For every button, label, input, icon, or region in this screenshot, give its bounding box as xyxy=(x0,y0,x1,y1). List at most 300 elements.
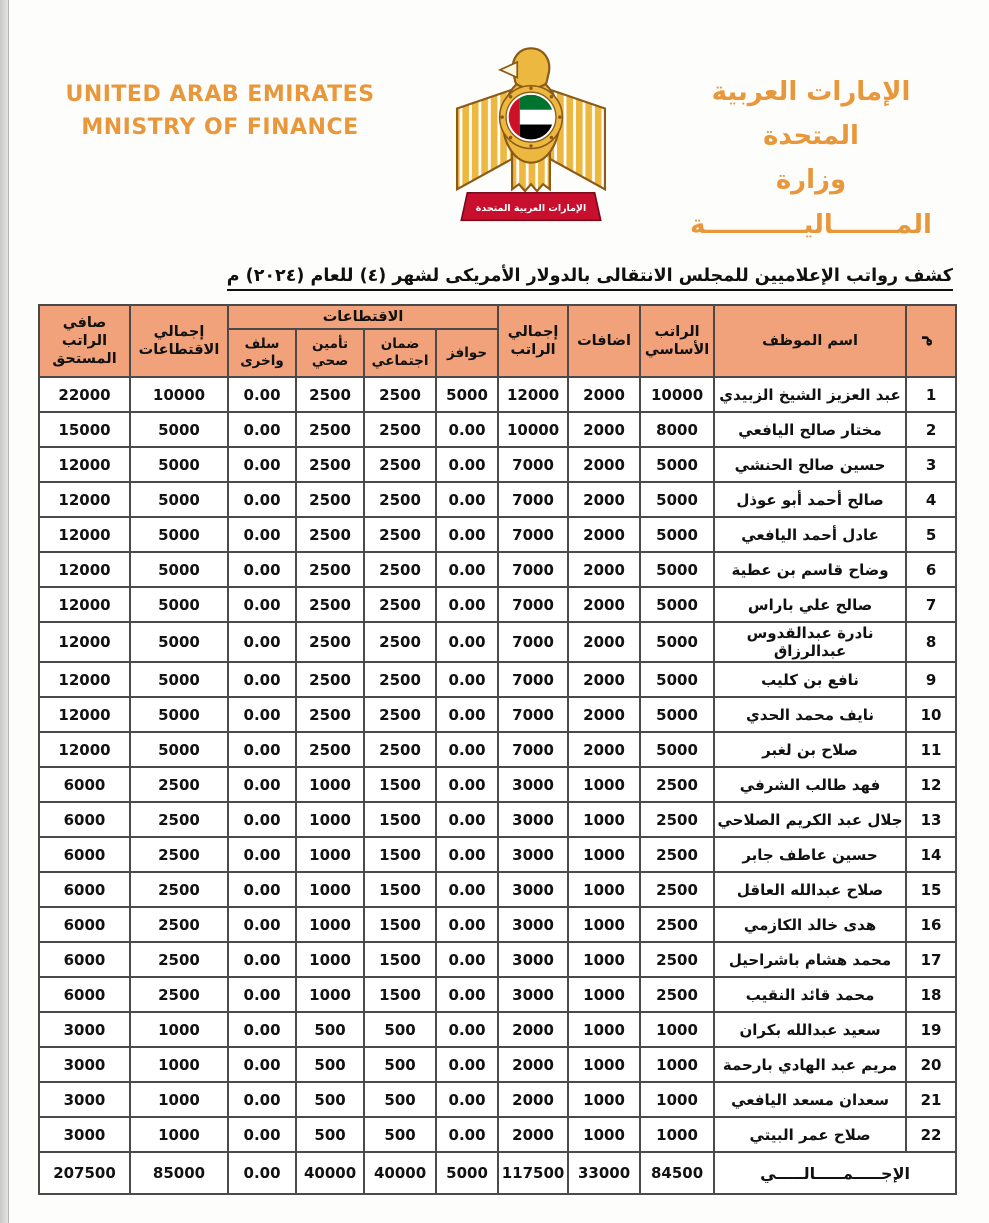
cell-social-insurance: 500 xyxy=(364,1047,436,1082)
cell-additions: 1000 xyxy=(568,977,640,1012)
cell-additions: 2000 xyxy=(568,697,640,732)
cell-employee-name: وضاح قاسم بن عطية xyxy=(714,552,906,587)
cell-net-salary: 3000 xyxy=(39,1047,130,1082)
table-row xyxy=(39,447,956,482)
cell-incentives: 0.00 xyxy=(436,732,498,767)
table-row xyxy=(39,767,956,802)
cell-health-insurance: 500 xyxy=(296,1047,364,1082)
cell-health-insurance: 2500 xyxy=(296,412,364,447)
table-row xyxy=(39,837,956,872)
cell-health-insurance: 2500 xyxy=(296,697,364,732)
total-advances-other: 0.00 xyxy=(228,1152,296,1194)
cell-social-insurance: 2500 xyxy=(364,482,436,517)
total-total-deductions: 85000 xyxy=(130,1152,228,1194)
cell-advances-other: 0.00 xyxy=(228,907,296,942)
cell-total-deductions: 2500 xyxy=(130,767,228,802)
cell-basic-salary: 8000 xyxy=(640,412,714,447)
cell-employee-name: مريم عبد الهادي بارحمة xyxy=(714,1047,906,1082)
cell-total-salary: 7000 xyxy=(498,482,568,517)
total-social-insurance: 40000 xyxy=(364,1152,436,1194)
cell-employee-name: سعدان مسعد اليافعي xyxy=(714,1082,906,1117)
cell-net-salary: 12000 xyxy=(39,662,130,697)
cell-net-salary: 12000 xyxy=(39,517,130,552)
cell-incentives: 0.00 xyxy=(436,697,498,732)
cell-net-salary: 12000 xyxy=(39,622,130,662)
table-row xyxy=(39,907,956,942)
cell-social-insurance: 2500 xyxy=(364,377,436,412)
cell-total-deductions: 1000 xyxy=(130,1117,228,1152)
column-header-net-salary: صافي الراتب المستحق xyxy=(39,305,130,377)
total-incentives: 5000 xyxy=(436,1152,498,1194)
table-row xyxy=(39,552,956,587)
cell-advances-other: 0.00 xyxy=(228,377,296,412)
cell-social-insurance: 2500 xyxy=(364,587,436,622)
cell-additions: 1000 xyxy=(568,1012,640,1047)
cell-advances-other: 0.00 xyxy=(228,1082,296,1117)
cell-incentives: 0.00 xyxy=(436,977,498,1012)
cell-net-salary: 12000 xyxy=(39,732,130,767)
cell-serial: 3 xyxy=(906,447,956,482)
cell-health-insurance: 2500 xyxy=(296,587,364,622)
cell-employee-name: محمد قائد النقيب xyxy=(714,977,906,1012)
cell-social-insurance: 1500 xyxy=(364,837,436,872)
cell-additions: 2000 xyxy=(568,412,640,447)
cell-advances-other: 0.00 xyxy=(228,552,296,587)
cell-total-deductions: 2500 xyxy=(130,837,228,872)
table-row xyxy=(39,872,956,907)
document-header xyxy=(0,0,989,240)
cell-basic-salary: 10000 xyxy=(640,377,714,412)
cell-incentives: 0.00 xyxy=(436,482,498,517)
cell-total-salary: 3000 xyxy=(498,837,568,872)
cell-total-deductions: 5000 xyxy=(130,622,228,662)
cell-basic-salary: 1000 xyxy=(640,1082,714,1117)
cell-advances-other: 0.00 xyxy=(228,482,296,517)
cell-incentives: 0.00 xyxy=(436,412,498,447)
cell-total-deductions: 2500 xyxy=(130,802,228,837)
cell-total-salary: 7000 xyxy=(498,662,568,697)
cell-total-deductions: 5000 xyxy=(130,482,228,517)
table-row xyxy=(39,802,956,837)
total-basic-salary: 84500 xyxy=(640,1152,714,1194)
cell-basic-salary: 5000 xyxy=(640,517,714,552)
cell-serial: 16 xyxy=(906,907,956,942)
cell-basic-salary: 5000 xyxy=(640,552,714,587)
column-header-basic-salary: الراتب الأساسي xyxy=(640,305,714,377)
cell-total-deductions: 2500 xyxy=(130,977,228,1012)
cell-health-insurance: 1000 xyxy=(296,942,364,977)
column-header-total-deductions: إجمالي الاقتطاعات xyxy=(130,305,228,377)
cell-additions: 1000 xyxy=(568,837,640,872)
cell-additions: 1000 xyxy=(568,1117,640,1152)
cell-incentives: 0.00 xyxy=(436,767,498,802)
cell-serial: 7 xyxy=(906,587,956,622)
cell-total-salary: 7000 xyxy=(498,447,568,482)
cell-additions: 1000 xyxy=(568,907,640,942)
cell-net-salary: 3000 xyxy=(39,1082,130,1117)
cell-health-insurance: 2500 xyxy=(296,377,364,412)
table-row xyxy=(39,517,956,552)
cell-additions: 2000 xyxy=(568,377,640,412)
cell-serial: 20 xyxy=(906,1047,956,1082)
cell-total-salary: 7000 xyxy=(498,587,568,622)
cell-health-insurance: 2500 xyxy=(296,622,364,662)
cell-basic-salary: 2500 xyxy=(640,907,714,942)
country-name-english: UNITED ARAB EMIRATES xyxy=(65,82,375,107)
cell-net-salary: 6000 xyxy=(39,907,130,942)
cell-health-insurance: 1000 xyxy=(296,837,364,872)
cell-advances-other: 0.00 xyxy=(228,872,296,907)
cell-total-deductions: 5000 xyxy=(130,697,228,732)
cell-health-insurance: 1000 xyxy=(296,977,364,1012)
cell-net-salary: 12000 xyxy=(39,697,130,732)
cell-incentives: 0.00 xyxy=(436,662,498,697)
cell-incentives: 0.00 xyxy=(436,942,498,977)
cell-health-insurance: 2500 xyxy=(296,662,364,697)
column-header-additions: اضافات xyxy=(568,305,640,377)
cell-incentives: 0.00 xyxy=(436,1117,498,1152)
cell-basic-salary: 5000 xyxy=(640,622,714,662)
cell-additions: 2000 xyxy=(568,517,640,552)
cell-additions: 1000 xyxy=(568,872,640,907)
column-group-deductions: الاقتطاعات xyxy=(228,305,498,329)
cell-total-salary: 2000 xyxy=(498,1047,568,1082)
cell-total-salary: 3000 xyxy=(498,767,568,802)
cell-net-salary: 3000 xyxy=(39,1012,130,1047)
cell-total-salary: 2000 xyxy=(498,1012,568,1047)
cell-serial: 11 xyxy=(906,732,956,767)
cell-advances-other: 0.00 xyxy=(228,1012,296,1047)
totals-row xyxy=(39,1152,956,1194)
cell-employee-name: جلال عبد الكريم الصلاحي xyxy=(714,802,906,837)
column-header-social-insurance: ضمان اجتماعي xyxy=(364,329,436,377)
cell-total-salary: 3000 xyxy=(498,977,568,1012)
cell-employee-name: حسين عاطف جابر xyxy=(714,837,906,872)
cell-total-deductions: 2500 xyxy=(130,872,228,907)
table-row xyxy=(39,377,956,412)
cell-advances-other: 0.00 xyxy=(228,1117,296,1152)
cell-advances-other: 0.00 xyxy=(228,622,296,662)
cell-total-deductions: 5000 xyxy=(130,447,228,482)
cell-serial: 12 xyxy=(906,767,956,802)
cell-advances-other: 0.00 xyxy=(228,732,296,767)
cell-employee-name: هدى خالد الكازمي xyxy=(714,907,906,942)
cell-serial: 4 xyxy=(906,482,956,517)
cell-advances-other: 0.00 xyxy=(228,767,296,802)
cell-serial: 19 xyxy=(906,1012,956,1047)
cell-health-insurance: 2500 xyxy=(296,517,364,552)
cell-total-salary: 3000 xyxy=(498,942,568,977)
salary-table xyxy=(38,304,957,1195)
cell-serial: 10 xyxy=(906,697,956,732)
cell-employee-name: محمد هشام باشراحيل xyxy=(714,942,906,977)
cell-total-salary: 10000 xyxy=(498,412,568,447)
document-title: كشف رواتب الإعلاميين للمجلس الانتقالى بالدولار الأمريكى لشهر (٤) للعام (٢٠٢٤) م xyxy=(227,266,953,291)
cell-advances-other: 0.00 xyxy=(228,697,296,732)
table-row xyxy=(39,1012,956,1047)
cell-social-insurance: 2500 xyxy=(364,412,436,447)
cell-net-salary: 6000 xyxy=(39,767,130,802)
cell-net-salary: 15000 xyxy=(39,412,130,447)
cell-additions: 2000 xyxy=(568,622,640,662)
cell-employee-name: نادرة عبدالقدوس عبدالرزاق xyxy=(714,622,906,662)
cell-basic-salary: 2500 xyxy=(640,942,714,977)
cell-basic-salary: 2500 xyxy=(640,802,714,837)
cell-incentives: 0.00 xyxy=(436,447,498,482)
cell-serial: 14 xyxy=(906,837,956,872)
column-header-incentives: حوافز xyxy=(436,329,498,377)
cell-social-insurance: 1500 xyxy=(364,977,436,1012)
cell-social-insurance: 2500 xyxy=(364,732,436,767)
cell-social-insurance: 1500 xyxy=(364,872,436,907)
cell-health-insurance: 2500 xyxy=(296,552,364,587)
table-row xyxy=(39,482,956,517)
cell-employee-name: مختار صالح اليافعي xyxy=(714,412,906,447)
cell-total-salary: 7000 xyxy=(498,732,568,767)
table-row xyxy=(39,662,956,697)
cell-incentives: 0.00 xyxy=(436,552,498,587)
cell-basic-salary: 5000 xyxy=(640,732,714,767)
column-header-employee-name: اسم الموظف xyxy=(714,305,906,377)
cell-health-insurance: 500 xyxy=(296,1117,364,1152)
cell-advances-other: 0.00 xyxy=(228,977,296,1012)
country-name-arabic: الإمارات العربية المتحدة xyxy=(711,77,911,152)
cell-net-salary: 12000 xyxy=(39,552,130,587)
cell-serial: 8 xyxy=(906,622,956,662)
cell-serial: 5 xyxy=(906,517,956,552)
cell-employee-name: عبد العزيز الشيخ الزبيدي xyxy=(714,377,906,412)
table-row xyxy=(39,1047,956,1082)
cell-total-deductions: 5000 xyxy=(130,412,228,447)
cell-social-insurance: 1500 xyxy=(364,802,436,837)
cell-net-salary: 22000 xyxy=(39,377,130,412)
cell-social-insurance: 2500 xyxy=(364,662,436,697)
cell-total-deductions: 5000 xyxy=(130,732,228,767)
uae-emblem xyxy=(400,18,661,228)
cell-social-insurance: 500 xyxy=(364,1012,436,1047)
cell-basic-salary: 5000 xyxy=(640,587,714,622)
cell-social-insurance: 1500 xyxy=(364,767,436,802)
cell-serial: 22 xyxy=(906,1117,956,1152)
cell-advances-other: 0.00 xyxy=(228,412,296,447)
cell-incentives: 0.00 xyxy=(436,802,498,837)
cell-incentives: 0.00 xyxy=(436,907,498,942)
cell-health-insurance: 2500 xyxy=(296,447,364,482)
cell-net-salary: 12000 xyxy=(39,482,130,517)
column-header-health-insurance: تأمين صحي xyxy=(296,329,364,377)
cell-incentives: 0.00 xyxy=(436,1047,498,1082)
cell-basic-salary: 2500 xyxy=(640,837,714,872)
salary-table-body xyxy=(39,377,956,1152)
cell-social-insurance: 2500 xyxy=(364,447,436,482)
cell-health-insurance: 500 xyxy=(296,1082,364,1117)
cell-incentives: 0.00 xyxy=(436,1082,498,1117)
cell-total-deductions: 5000 xyxy=(130,587,228,622)
cell-total-salary: 3000 xyxy=(498,872,568,907)
cell-total-salary: 7000 xyxy=(498,552,568,587)
cell-basic-salary: 5000 xyxy=(640,697,714,732)
cell-basic-salary: 2500 xyxy=(640,767,714,802)
cell-net-salary: 6000 xyxy=(39,872,130,907)
cell-social-insurance: 1500 xyxy=(364,942,436,977)
cell-employee-name: صالح علي باراس xyxy=(714,587,906,622)
cell-net-salary: 12000 xyxy=(39,447,130,482)
cell-additions: 2000 xyxy=(568,662,640,697)
cell-total-deductions: 10000 xyxy=(130,377,228,412)
cell-advances-other: 0.00 xyxy=(228,587,296,622)
cell-additions: 1000 xyxy=(568,942,640,977)
cell-additions: 2000 xyxy=(568,587,640,622)
cell-net-salary: 6000 xyxy=(39,837,130,872)
cell-net-salary: 3000 xyxy=(39,1117,130,1152)
cell-health-insurance: 1000 xyxy=(296,767,364,802)
cell-health-insurance: 1000 xyxy=(296,907,364,942)
cell-serial: 1 xyxy=(906,377,956,412)
ministry-name-english-block xyxy=(40,18,400,144)
cell-additions: 2000 xyxy=(568,447,640,482)
cell-social-insurance: 2500 xyxy=(364,517,436,552)
cell-incentives: 0.00 xyxy=(436,622,498,662)
cell-incentives: 0.00 xyxy=(436,872,498,907)
table-row xyxy=(39,942,956,977)
cell-basic-salary: 1000 xyxy=(640,1012,714,1047)
total-additions: 33000 xyxy=(568,1152,640,1194)
table-row xyxy=(39,1117,956,1152)
cell-health-insurance: 500 xyxy=(296,1012,364,1047)
cell-serial: 18 xyxy=(906,977,956,1012)
cell-social-insurance: 500 xyxy=(364,1082,436,1117)
cell-social-insurance: 500 xyxy=(364,1117,436,1152)
cell-health-insurance: 1000 xyxy=(296,872,364,907)
cell-serial: 21 xyxy=(906,1082,956,1117)
cell-health-insurance: 1000 xyxy=(296,802,364,837)
cell-social-insurance: 2500 xyxy=(364,622,436,662)
cell-basic-salary: 1000 xyxy=(640,1047,714,1082)
cell-additions: 2000 xyxy=(568,552,640,587)
cell-basic-salary: 5000 xyxy=(640,662,714,697)
cell-serial: 13 xyxy=(906,802,956,837)
cell-basic-salary: 1000 xyxy=(640,1117,714,1152)
cell-total-salary: 7000 xyxy=(498,517,568,552)
table-row xyxy=(39,622,956,662)
cell-additions: 1000 xyxy=(568,1047,640,1082)
cell-employee-name: حسين صالح الحنشي xyxy=(714,447,906,482)
cell-advances-other: 0.00 xyxy=(228,942,296,977)
ministry-name-arabic-block xyxy=(661,18,961,247)
cell-advances-other: 0.00 xyxy=(228,802,296,837)
cell-incentives: 0.00 xyxy=(436,837,498,872)
cell-total-salary: 3000 xyxy=(498,907,568,942)
cell-employee-name: صلاح عمر البيتي xyxy=(714,1117,906,1152)
cell-employee-name: نايف محمد الحدي xyxy=(714,697,906,732)
cell-incentives: 0.00 xyxy=(436,1012,498,1047)
cell-additions: 1000 xyxy=(568,767,640,802)
cell-employee-name: عادل أحمد اليافعي xyxy=(714,517,906,552)
total-label: الإجـــــمـــــالـــــي xyxy=(714,1152,956,1194)
total-net-salary: 207500 xyxy=(39,1152,130,1194)
cell-employee-name: صلاح بن لغبر xyxy=(714,732,906,767)
cell-total-deductions: 1000 xyxy=(130,1082,228,1117)
cell-total-salary: 2000 xyxy=(498,1082,568,1117)
title-row xyxy=(0,240,989,300)
cell-total-salary: 7000 xyxy=(498,622,568,662)
cell-serial: 17 xyxy=(906,942,956,977)
cell-additions: 1000 xyxy=(568,802,640,837)
cell-advances-other: 0.00 xyxy=(228,837,296,872)
cell-serial: 6 xyxy=(906,552,956,587)
table-row xyxy=(39,977,956,1012)
cell-employee-name: فهد طالب الشرفي xyxy=(714,767,906,802)
cell-advances-other: 0.00 xyxy=(228,662,296,697)
emblem-banner-text: الإمارات العربية المتحدة xyxy=(475,202,586,214)
cell-advances-other: 0.00 xyxy=(228,1047,296,1082)
cell-employee-name: صلاح عبدالله العاقل xyxy=(714,872,906,907)
table-row xyxy=(39,412,956,447)
table-row xyxy=(39,1082,956,1117)
column-header-serial: م xyxy=(906,305,956,377)
cell-additions: 2000 xyxy=(568,732,640,767)
cell-incentives: 0.00 xyxy=(436,587,498,622)
cell-additions: 2000 xyxy=(568,482,640,517)
cell-net-salary: 6000 xyxy=(39,942,130,977)
cell-employee-name: سعيد عبدالله بكران xyxy=(714,1012,906,1047)
cell-total-deductions: 2500 xyxy=(130,942,228,977)
table-row xyxy=(39,732,956,767)
cell-serial: 15 xyxy=(906,872,956,907)
cell-social-insurance: 1500 xyxy=(364,907,436,942)
cell-basic-salary: 5000 xyxy=(640,482,714,517)
cell-incentives: 5000 xyxy=(436,377,498,412)
cell-advances-other: 0.00 xyxy=(228,447,296,482)
cell-health-insurance: 2500 xyxy=(296,482,364,517)
cell-total-salary: 3000 xyxy=(498,802,568,837)
total-health-insurance: 40000 xyxy=(296,1152,364,1194)
cell-total-deductions: 2500 xyxy=(130,907,228,942)
cell-total-deductions: 5000 xyxy=(130,662,228,697)
cell-social-insurance: 2500 xyxy=(364,697,436,732)
cell-advances-other: 0.00 xyxy=(228,517,296,552)
cell-basic-salary: 2500 xyxy=(640,977,714,1012)
cell-net-salary: 6000 xyxy=(39,977,130,1012)
scan-edge xyxy=(0,0,9,1223)
cell-total-deductions: 1000 xyxy=(130,1012,228,1047)
cell-social-insurance: 2500 xyxy=(364,552,436,587)
column-header-advances-other: سلف واخرى xyxy=(228,329,296,377)
table-row xyxy=(39,697,956,732)
cell-employee-name: نافع بن كليب xyxy=(714,662,906,697)
cell-total-salary: 2000 xyxy=(498,1117,568,1152)
ministry-name-arabic: وزارة المـــــــاليـــــــــــة xyxy=(690,165,932,240)
uae-flag-icon xyxy=(508,95,553,140)
table-row xyxy=(39,587,956,622)
cell-health-insurance: 2500 xyxy=(296,732,364,767)
column-header-total-salary: إجمالي الراتب xyxy=(498,305,568,377)
cell-serial: 9 xyxy=(906,662,956,697)
cell-total-deductions: 1000 xyxy=(130,1047,228,1082)
cell-basic-salary: 2500 xyxy=(640,872,714,907)
cell-incentives: 0.00 xyxy=(436,517,498,552)
cell-net-salary: 12000 xyxy=(39,587,130,622)
cell-serial: 2 xyxy=(906,412,956,447)
cell-total-salary: 7000 xyxy=(498,697,568,732)
total-total-salary: 117500 xyxy=(498,1152,568,1194)
cell-additions: 1000 xyxy=(568,1082,640,1117)
cell-total-deductions: 5000 xyxy=(130,552,228,587)
falcon-emblem-icon xyxy=(445,24,617,224)
cell-total-salary: 12000 xyxy=(498,377,568,412)
cell-employee-name: صالح أحمد أبو عوذل xyxy=(714,482,906,517)
cell-basic-salary: 5000 xyxy=(640,447,714,482)
